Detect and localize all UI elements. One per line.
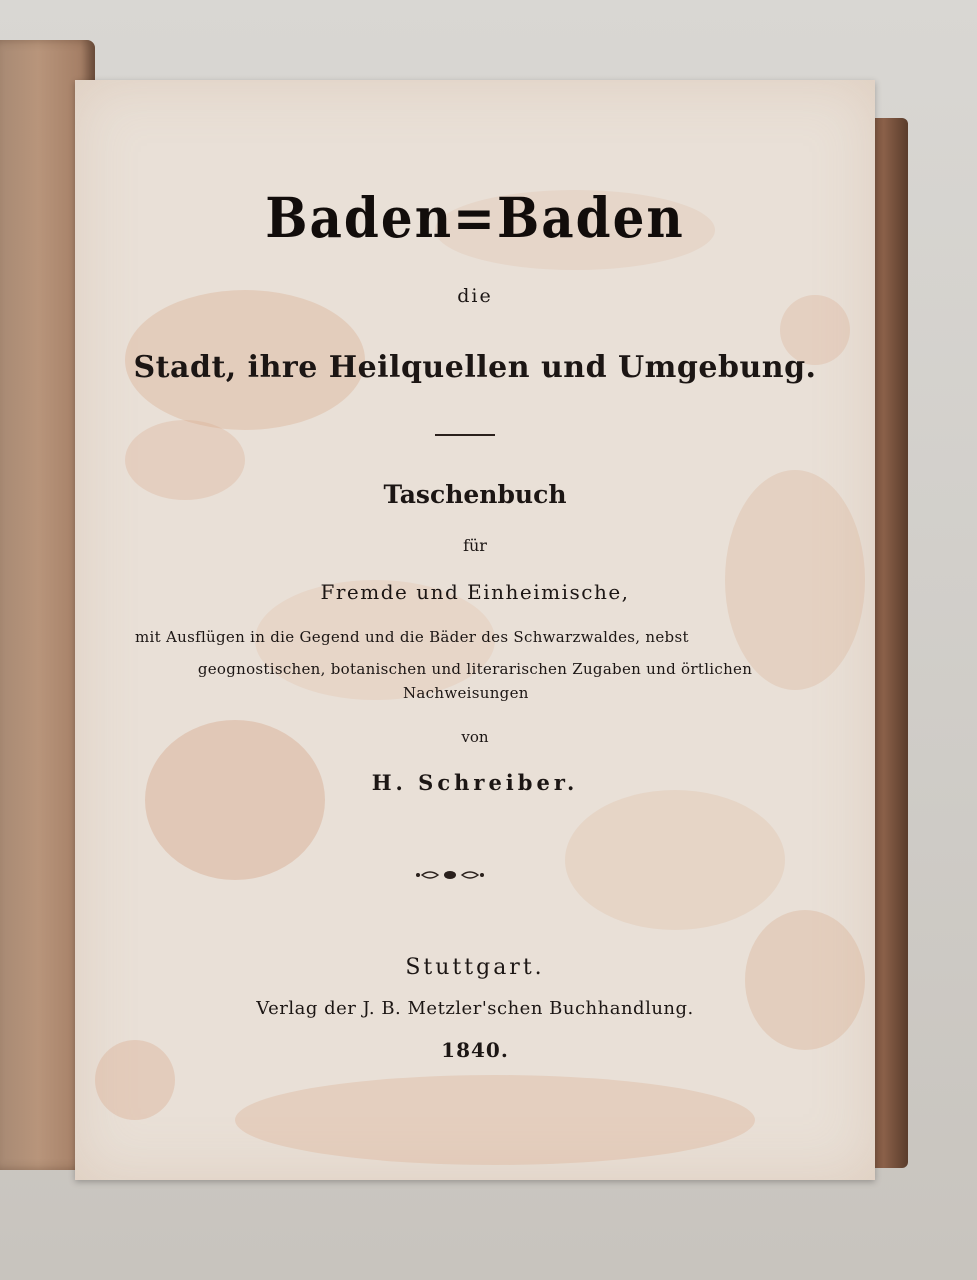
by-label: von — [461, 728, 489, 746]
publication-city: Stuttgart. — [405, 955, 545, 980]
title-divider — [435, 434, 495, 436]
publisher: Verlag der J. B. Metzler'schen Buchhandlung. — [256, 998, 694, 1019]
for-label: für — [463, 536, 487, 555]
description-line-2: geognostischen, botanischen und literarischen Zugaben und örtlichen — [197, 660, 753, 678]
title-page — [75, 80, 875, 1180]
book-genre: Taschenbuch — [383, 480, 567, 509]
title-connector: die — [457, 285, 493, 307]
title-page-text — [75, 80, 875, 1180]
book-title: Baden=Baden — [265, 185, 685, 250]
book-subtitle: Stadt, ihre Heilquellen und Umgebung. — [133, 350, 817, 385]
description-line-3: Nachweisungen — [403, 684, 529, 702]
publication-year: 1840. — [441, 1038, 509, 1062]
description-line-1: mit Ausflügen in die Gegend und die Bäder des Schwarzwaldes, nebst — [135, 628, 689, 646]
ornament-icon — [410, 867, 490, 883]
audience-line: Fremde und Einheimische, — [320, 580, 630, 604]
author-name: H. Schreiber. — [371, 770, 579, 795]
